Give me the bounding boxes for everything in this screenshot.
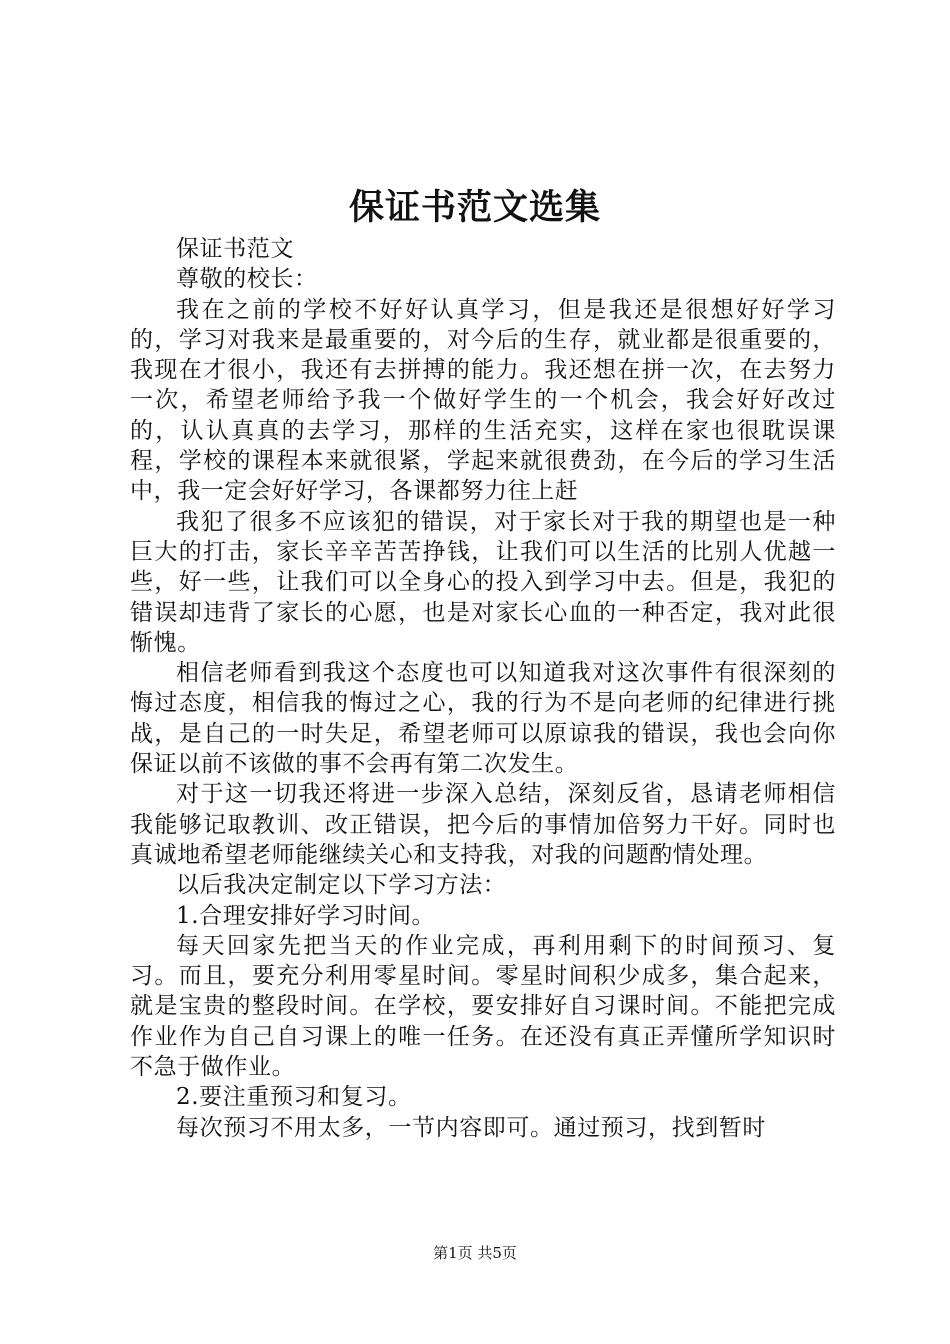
paragraph-salutation: 尊敬的校长： bbox=[176, 266, 318, 293]
list-item-heading: 1.合理安排好学习时间。 bbox=[176, 902, 436, 929]
paragraph: 相信老师看到我这个态度也可以知道我对这次事件有很深刻的悔过态度，相信我的悔过之心，我的行为不是向老师的纪律进行挑战，是自己的一时失足，希望老师可以原谅我的错误，我也会向你保证以前不该做的事不会再有第二次发生。 bbox=[130, 660, 836, 778]
paragraph: 每次预习不用太多，一节内容即可。通过预习，找到暂时 bbox=[176, 1114, 766, 1141]
list-item-heading: 2.要注重预习和复习。 bbox=[176, 1084, 412, 1111]
paragraph-heading: 保证书范文 bbox=[176, 236, 294, 262]
document-body bbox=[130, 234, 836, 1143]
paragraph: 我在之前的学校不好好认真学习，但是我还是很想好好学习的，学习对我来是最重要的，对今后的生存，就业都是很重要的，我现在才很小，我还有去拼搏的能力。我还想在拼一次，在去努力一次，希望老师给予我一个做好学生的一个机会，我会好好改过的，认认真真的去学习，那样的生活充实，这样在家也很耽误课程，学校的课程本来就很紧，学起来就很费劲，在今后的学习生活中，我一定会好好学习，各课都努力往上赶 bbox=[130, 296, 836, 505]
paragraph: 以后我决定制定以下学习方法： bbox=[176, 872, 507, 899]
paragraph: 对于这一切我还将进一步深入总结，深刻反省，恳请老师相信我能够记取教训、改正错误，把今后的事情加倍努力干好。同时也真诚地希望老师能继续关心和支持我，对我的问题酌情处理。 bbox=[130, 781, 836, 868]
document-title: 保证书范文选集 bbox=[348, 187, 601, 228]
paragraph: 每天回家先把当天的作业完成，再利用剩下的时间预习、复习。而且，要充分利用零星时间。零星时间积少成多，集合起来，就是宝贵的整段时间。在学校，要安排好自习课时间。不能把完成作业作为自己自习课上的唯一任务。在还没有真正弄懂所学知识时不急于做作业。 bbox=[130, 932, 836, 1081]
page-number-footer: 第1页 共5页 bbox=[433, 1244, 517, 1262]
paragraph: 我犯了很多不应该犯的错误，对于家长对于我的期望也是一种巨大的打击，家长辛辛苦苦挣钱，让我们可以生活的比别人优越一些，好一些，让我们可以全身心的投入到学习中去。但是，我犯的错误却违背了家长的心愿，也是对家长心血的一种否定，我对此很惭愧。 bbox=[130, 508, 836, 656]
